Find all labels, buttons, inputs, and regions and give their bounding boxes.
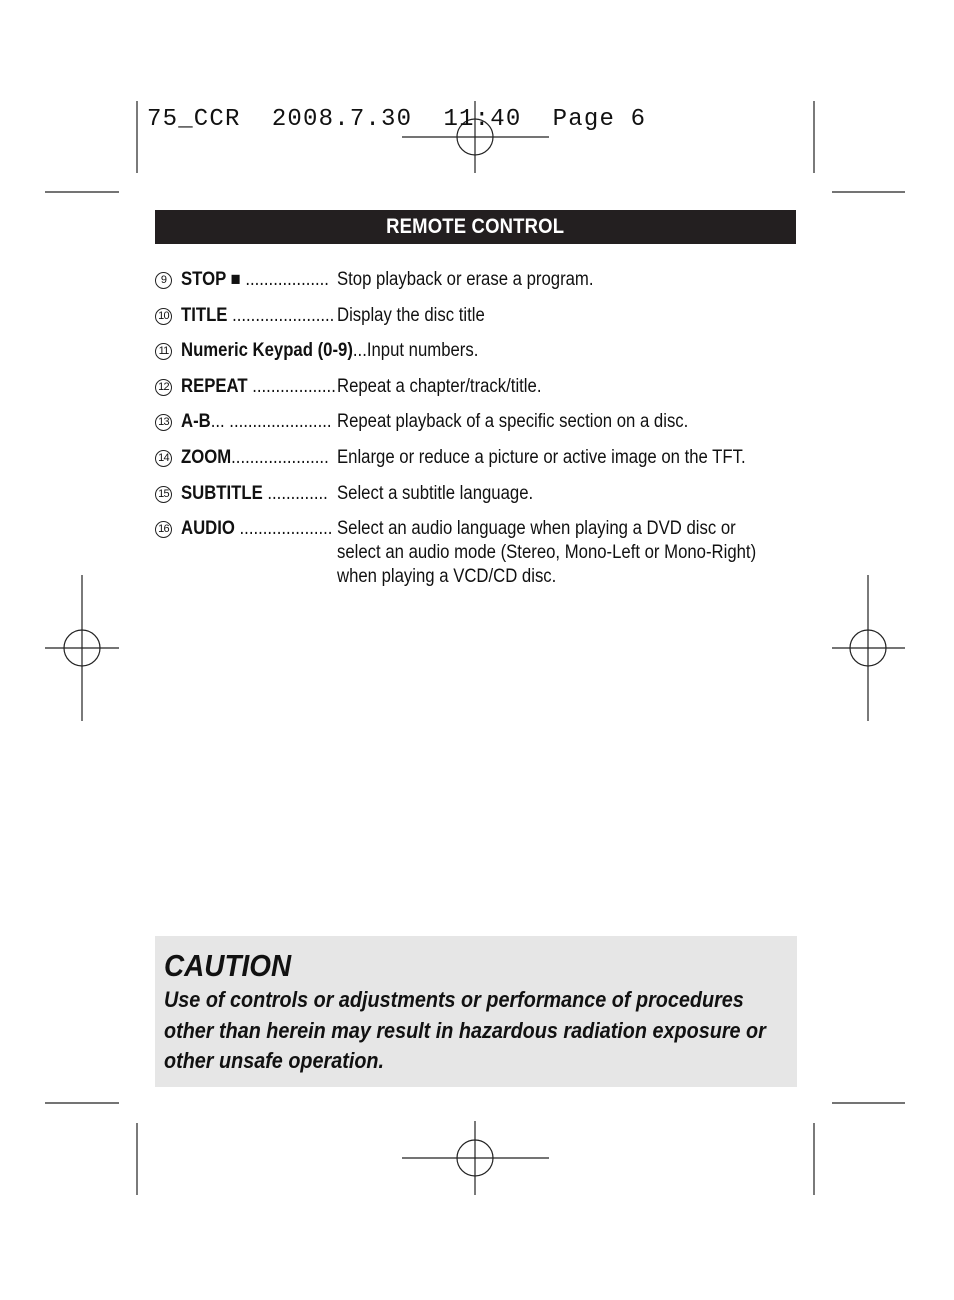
item-key: STOP ■ .................. xyxy=(181,269,329,290)
item-key: Numeric Keypad (0-9)...Input numbers. xyxy=(181,340,479,362)
list-item xyxy=(155,517,795,589)
caution-title: CAUTION xyxy=(164,948,292,983)
item-key: SUBTITLE ............. xyxy=(181,482,328,504)
item-number: 12 xyxy=(155,379,172,396)
item-description: Repeat a chapter/track/title. xyxy=(337,375,542,397)
list-item xyxy=(155,339,795,375)
list-item xyxy=(155,482,795,518)
section-header xyxy=(155,210,796,244)
item-number: 16 xyxy=(155,521,172,538)
print-slug-line: 75_CCR 2008.7.30 11:40 Page 6 xyxy=(147,106,647,133)
item-description: Select a subtitle language. xyxy=(337,482,534,504)
item-description: Select an audio language when playing a DVD disc or select an audio mode (Stereo, Mono-Left or Mono-Right) when playing a VCD/CD disc. xyxy=(337,518,757,588)
item-number: 9 xyxy=(155,272,172,289)
item-description: Display the disc title xyxy=(337,304,485,326)
caution-text: Use of controls or adjustments or performance of procedures other than herein may result in hazardous radiation exposure or other unsafe operation. xyxy=(164,987,766,1073)
item-key: AUDIO .................... xyxy=(181,518,333,540)
item-number: 15 xyxy=(155,486,172,503)
section-title: REMOTE CONTROL xyxy=(386,215,565,238)
item-number: 11 xyxy=(155,343,172,360)
item-number: 14 xyxy=(155,450,172,467)
caution-box xyxy=(155,936,797,1087)
item-description: Enlarge or reduce a picture or active image on the TFT. xyxy=(337,446,746,468)
list-item xyxy=(155,268,795,304)
remote-control-list xyxy=(155,268,795,589)
list-item xyxy=(155,375,795,411)
item-number: 10 xyxy=(155,308,172,325)
item-description: Repeat playback of a specific section on a disc. xyxy=(337,411,689,433)
list-item xyxy=(155,446,795,482)
item-key: A-B... ...................... xyxy=(181,411,332,433)
item-description: Stop playback or erase a program. xyxy=(337,269,594,290)
item-key: TITLE ...................... xyxy=(181,304,335,326)
item-key: REPEAT .................. xyxy=(181,375,336,397)
list-item xyxy=(155,304,795,340)
item-number: 13 xyxy=(155,414,172,431)
item-key: ZOOM..................... xyxy=(181,446,329,468)
list-item xyxy=(155,410,795,446)
